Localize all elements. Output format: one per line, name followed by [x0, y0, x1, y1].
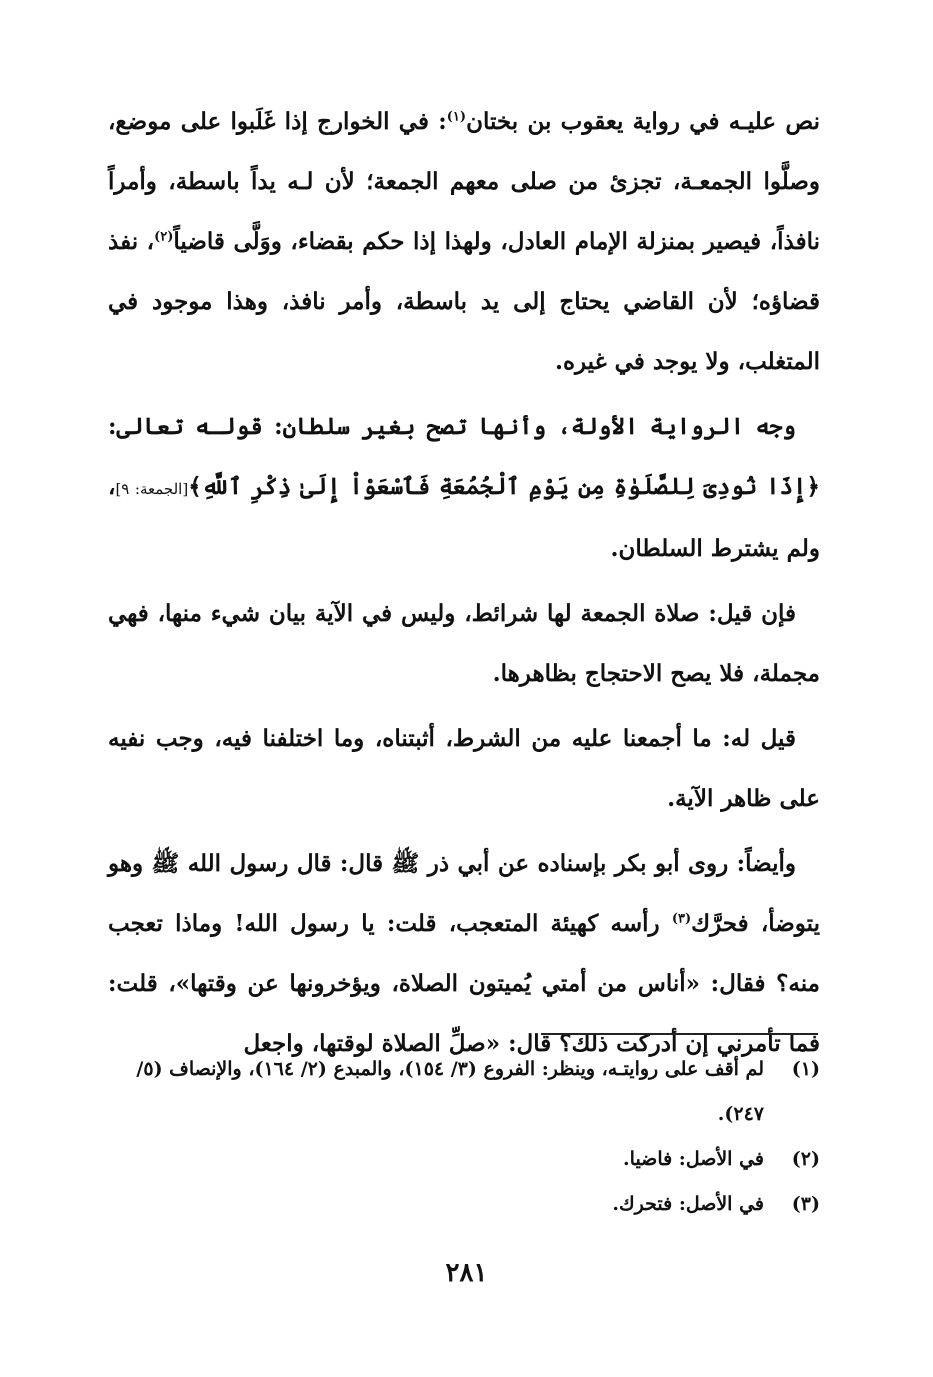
- footnote-number: (٢): [791, 1148, 820, 1170]
- paragraph-3: فإن قيل: صلاة الجمعة لها شرائط، وليس في الآية بيان شيء منها، فهي مجملة، فلا يصح الاحتجاج بظاهرها.: [108, 600, 820, 687]
- paragraph-5: [108, 834, 820, 1074]
- page-number: ٢٨١: [445, 1258, 488, 1288]
- paragraph-5-part-b: رأسه كهيئة المتعجب، قلت: يا رسول الله! وماذا تعجب منه؟ فقال: «أناس من أمتي يُميتون الصلاة، ويؤخرونها عن وقتها»، قلت: فما تأمرني إن أدركت ذلك؟ قال: «صلِّ الصلاة لوقتها، واجعل: [108, 910, 820, 1057]
- paragraph-1-part-c: ، نفذ قضاؤه؛ لأن القاضي يحتاج إلى يد باسطة، وأمر نافذ، وهذا موجود في المتغلب، ولا يوجد في غيره.: [108, 228, 820, 375]
- main-text: [108, 92, 820, 1079]
- footnote-item: [108, 1047, 820, 1137]
- footnote-separator: [541, 1033, 818, 1035]
- paragraph-2-part-a: وجه الرواية الأولة، وأنها تصح بغير سلطان: قولـه تعالى: ﴿إِذَا نُودِىَ لِلصَّلَوٰةِ مِن يَوْمِ ٱلْجُمُعَةِ فَٱسْعَوْاْ إِلَىٰ ذِكْرِ ٱللَّهِ﴾: [108, 413, 820, 500]
- paragraph-1-part-b: : في الخوارج إذا غَلَبوا على موضع، وصلَّوا الجمعـة، تجزئ من صلى معهم الجمعة؛ لأن لـه يداً باسطة، وأمراً نافذاً، فيصير بمنزلة الإمام العادل، ولهذا إذا حكم بقضاء، ووَلَّى قاضياً: [108, 108, 820, 255]
- footnote-ref-1: (١): [446, 109, 467, 125]
- quran-reference: [الجمعة: ٩]: [115, 480, 189, 498]
- paragraph-2-part-b: ، ولم يشترط السلطان.: [108, 473, 820, 562]
- paragraph-2: [108, 397, 820, 579]
- footnotes: [108, 1047, 820, 1227]
- footnote-item: [108, 1182, 820, 1227]
- paragraph-1: [108, 92, 820, 392]
- footnote-ref-2: (٢): [154, 229, 174, 245]
- footnote-item: [108, 1137, 820, 1182]
- footnote-text: في الأصل: فتحرك.: [612, 1193, 764, 1215]
- footnote-text: في الأصل: فاضيا.: [623, 1148, 764, 1170]
- paragraph-1-part-a: نص عليـه في رواية يعقوب بن بختان: [466, 108, 821, 135]
- footnote-ref-3: (٣): [671, 911, 692, 927]
- paragraph-4: قيل له: ما أجمعنا عليه من الشرط، أثبتناه، وما اختلفنا فيه، وجب نفيه على ظاهر الآية.: [108, 725, 820, 812]
- footnote-number: (٣): [791, 1193, 820, 1215]
- footnote-text: لم أقف على روايتـه، وينظر: الفروع (٣/ ١٥٤)، والمبدع (٢/ ١٦٤)، والإنصاف (٥/ ٢٤٧).: [136, 1058, 764, 1125]
- footnote-number: (١): [791, 1058, 820, 1080]
- paragraph-5-part-a: وأيضاً: روى أبو بكر بإسناده عن أبي ذر ﷺ قال: قال رسول الله ﷺ وهو يتوضأ، فحرَّك: [108, 850, 821, 937]
